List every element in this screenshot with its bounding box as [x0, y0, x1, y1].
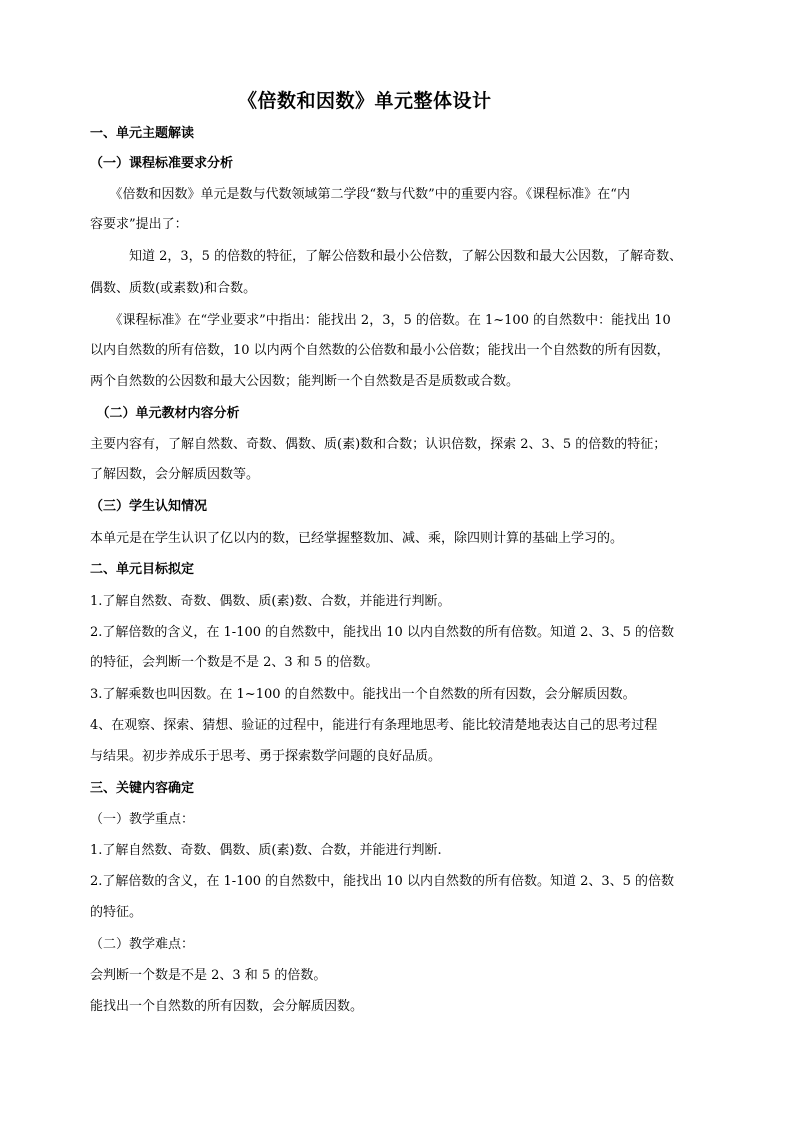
paragraph-line: 1.了解自然数、奇数、偶数、质(素)数、合数，并能进行判断。 [90, 594, 451, 609]
paragraph-line: 的特征。 [90, 905, 143, 920]
paragraph-line: 会判断一个数是不是 2、3 和 5 的倍数。 [90, 968, 327, 983]
paragraph-line: 《课程标准》在“学业要求”中指出：能找出 2，3，5 的倍数。在 1~100 的自然数中：能找出 10 [90, 313, 671, 328]
paragraph-line: （一）教学重点： [90, 812, 195, 827]
paragraph-line: 知道 2，3，5 的倍数的特征，了解公倍数和最小公倍数，了解公因数和最大公因数，了解奇数、 [90, 249, 683, 264]
paragraph-line: （二）教学难点： [90, 937, 195, 952]
paragraph-line: 3.了解乘数也叫因数。在 1~100 的自然数中。能找出一个自然数的所有因数，会分解质因数。 [90, 687, 636, 702]
paragraph-line: 容要求”提出了： [90, 217, 188, 232]
paragraph-line: 《倍数和因数》单元是数与代数领域第二学段“数与代数”中的重要内容。《课程标准》在“内 [90, 187, 630, 202]
paragraph-line: 以内自然数的所有倍数，10 以内两个自然数的公倍数和最小公倍数；能找出一个自然数的所有因数， [90, 343, 670, 358]
section-heading: 三、关键内容确定 [90, 781, 195, 796]
section-heading: 二、单元目标拟定 [90, 562, 195, 577]
paragraph-line: 了解因数，会分解质因数等。 [90, 467, 260, 482]
paragraph-line: 2.了解倍数的含义，在 1-100 的自然数中，能找出 10 以内自然数的所有倍数。知道 2、3、5 的倍数 [90, 874, 675, 889]
paragraph-line: 主要内容有，了解自然数、奇数、偶数、质(素)数和合数；认识倍数，探索 2、3、5 的倍数的特征； [90, 437, 667, 452]
paragraph-line: 与结果。初步养成乐于思考、勇于探索数学问题的良好品质。 [90, 749, 442, 764]
document-title: 《倍数和因数》单元整体设计 [238, 90, 492, 112]
paragraph-line: 能找出一个自然数的所有因数，会分解质因数。 [90, 999, 364, 1014]
section-heading: （一）课程标准要求分析 [90, 156, 234, 171]
section-heading: （三）学生认知情况 [90, 499, 208, 514]
section-heading: 一、单元主题解读 [90, 126, 195, 141]
paragraph-line: 4、在观察、探索、猜想、验证的过程中，能进行有条理地思考、能比较清楚地表达自己的思考过程 [90, 718, 658, 733]
paragraph-line: 偶数、质数(或素数)和合数。 [90, 281, 257, 296]
section-heading: （二）单元教材内容分析 [90, 406, 240, 421]
paragraph-line: 1.了解自然数、奇数、偶数、质(素)数、合数，并能进行判断. [90, 843, 442, 858]
paragraph-line: 的特征，会判断一个数是不是 2、3 和 5 的倍数。 [90, 655, 379, 670]
paragraph-line: 两个自然数的公因数和最大公因数；能判断一个自然数是否是质数或合数。 [90, 374, 520, 389]
paragraph-line: 本单元是在学生认识了亿以内的数，已经掌握整数加、减、乘，除四则计算的基础上学习的。 [90, 531, 624, 546]
paragraph-line: 2.了解倍数的含义，在 1-100 的自然数中，能找出 10 以内自然数的所有倍数。知道 2、3、5 的倍数 [90, 625, 675, 640]
